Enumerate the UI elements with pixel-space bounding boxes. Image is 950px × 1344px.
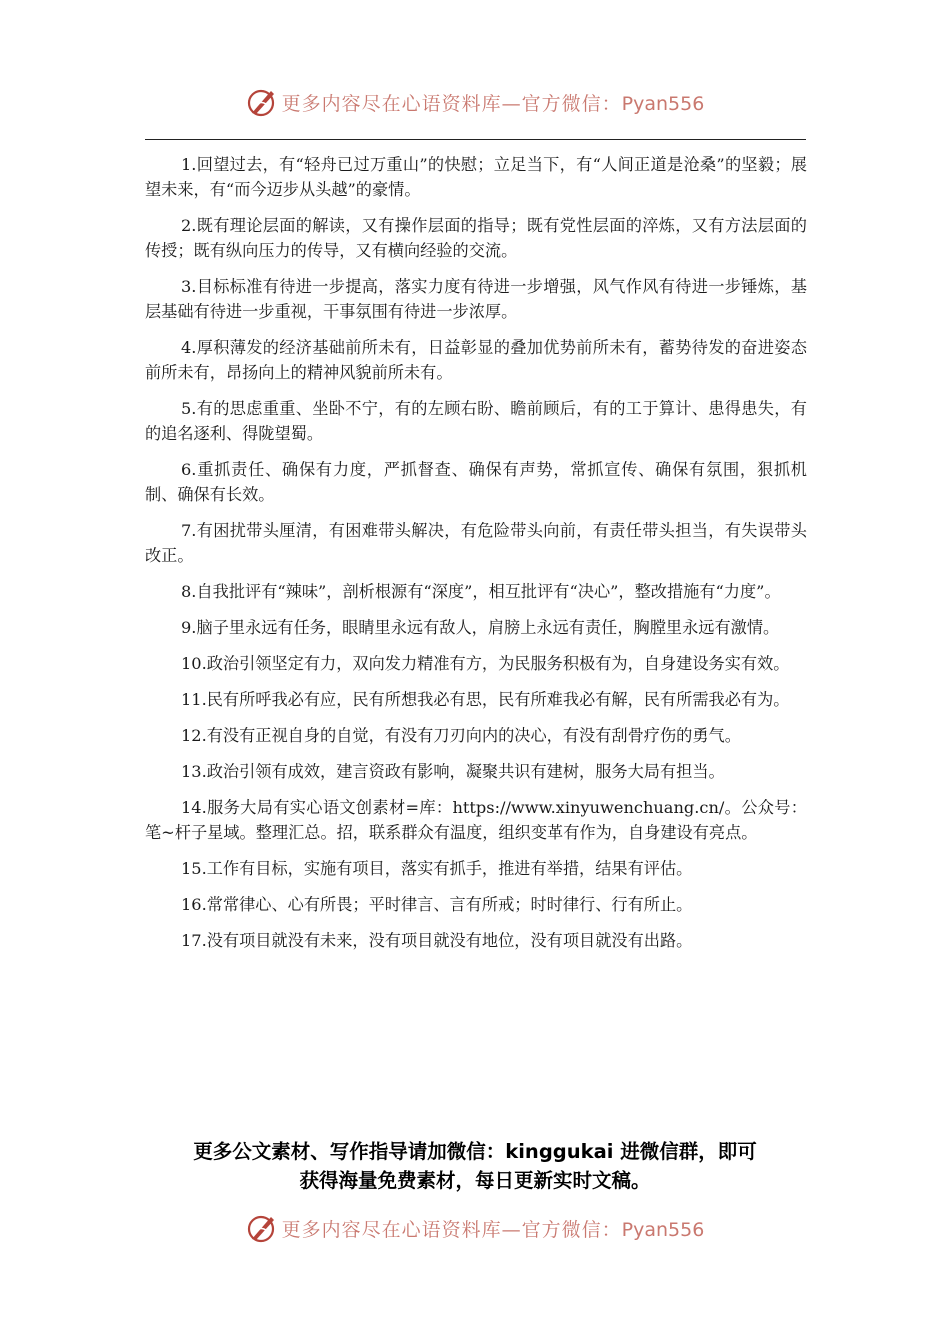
paragraph: 17.没有项目就没有未来，没有项目就没有地位，没有项目就没有出路。	[181, 931, 693, 950]
paragraph: 15.工作有目标，实施有项目，落实有抓手，推进有举措，结果有评估。	[181, 859, 693, 878]
paragraph: 12.有没有正视自身的自觉，有没有刀刃向内的决心，有没有刮骨疗伤的勇气。	[181, 726, 741, 745]
header-banner	[0, 82, 950, 122]
paragraph: 10.政治引领坚定有力，双向发力精准有方，为民服务积极有为，自身建设务实有效。	[181, 654, 790, 673]
paragraph: 5.有的思虑重重、坐卧不宁，有的左顾右盼、瞻前顾后，有的工于算计、患得患失，有的追名逐利、得陇望蜀。	[145, 399, 807, 443]
quill-pen-seal-icon	[246, 86, 278, 118]
header-divider	[145, 139, 806, 140]
paragraph: 3.目标标准有待进一步提高，落实力度有待进一步增强，风气作风有待进一步锤炼，基层基础有待进一步重视，干事氛围有待进一步浓厚。	[145, 277, 807, 321]
quill-pen-seal-icon	[246, 1212, 278, 1244]
paragraph: 13.政治引领有成效，建言资政有影响，凝聚共识有建树，服务大局有担当。	[181, 762, 725, 781]
paragraph: 2.既有理论层面的解读，又有操作层面的指导；既有党性层面的淬炼，又有方法层面的传授；既有纵向压力的传导，又有横向经验的交流。	[145, 216, 807, 260]
paragraph: 9.脑子里永远有任务，眼睛里永远有敌人，肩膀上永远有责任，胸膛里永远有激情。	[181, 618, 780, 637]
footer-banner	[0, 1208, 950, 1248]
promo-cta-line: 更多公文素材、写作指导请加微信：kinggukai 进微信群，即可	[193, 1140, 757, 1163]
header-banner-text: 更多内容尽在心语资料库—官方微信：Pyan556	[281, 92, 705, 115]
paragraph: 8.自我批评有“辣味”，剖析根源有“深度”，相互批评有“决心”，整改措施有“力度”。	[181, 582, 781, 601]
paragraph: 7.有困扰带头厘清，有困难带头解决，有危险带头向前，有责任带头担当，有失误带头改正。	[145, 521, 807, 565]
promo-cta-line: 获得海量免费素材，每日更新实时文稿。	[299, 1169, 651, 1192]
footer-banner-text: 更多内容尽在心语资料库—官方微信：Pyan556	[281, 1218, 705, 1241]
paragraph: 16.常常律心、心有所畏；平时律言、言有所戒；时时律行、行有所止。	[181, 895, 693, 914]
paragraph: 4.厚积薄发的经济基础前所未有，日益彰显的叠加优势前所未有，蓄势待发的奋进姿态前所未有，昂扬向上的精神风貌前所未有。	[145, 338, 807, 382]
promo-cta	[0, 1137, 950, 1195]
paragraph: 14.服务大局有实心语文创素材=库：https://www.xinyuwenchuang.cn/。公众号：笔~杆子星域。整理汇总。招，联系群众有温度，组织变革有作为，自身建设有亮点。	[145, 798, 807, 842]
paragraph: 1.回望过去，有“轻舟已过万重山”的快慰；立足当下，有“人间正道是沧桑”的坚毅；展望未来，有“而今迈步从头越”的豪情。	[145, 155, 807, 199]
paragraph: 6.重抓责任、确保有力度，严抓督查、确保有声势，常抓宣传、确保有氛围，狠抓机制、确保有长效。	[145, 460, 807, 504]
paragraph: 11.民有所呼我必有应，民有所想我必有思，民有所难我必有解，民有所需我必有为。	[181, 690, 790, 709]
document-body	[145, 152, 807, 964]
